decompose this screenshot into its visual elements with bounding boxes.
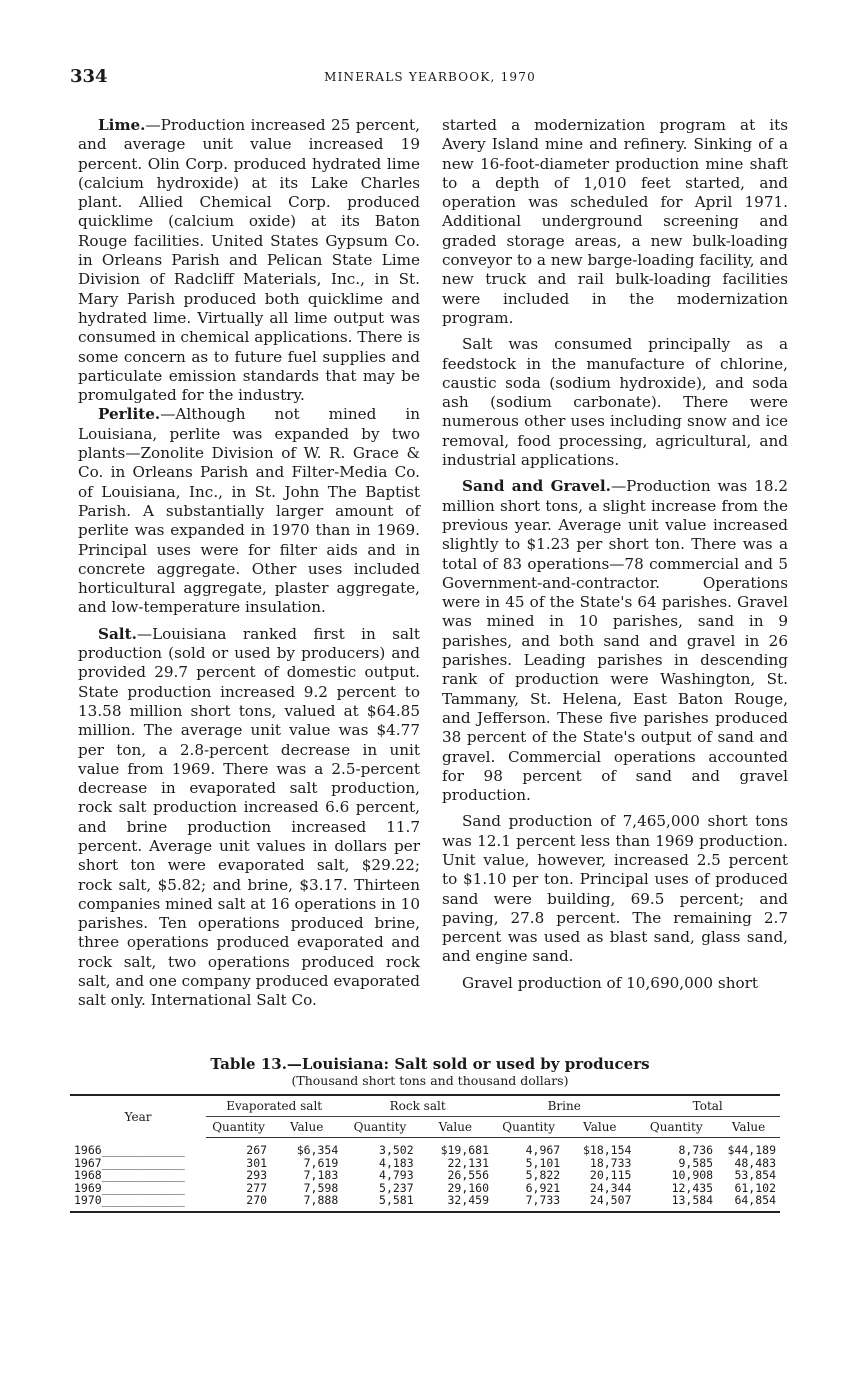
table-cell: 277 — [246, 1180, 268, 1195]
table-cell: 7,619 — [303, 1155, 339, 1170]
page-header — [70, 66, 790, 90]
table-row — [70, 1194, 780, 1212]
salt-heading: Salt. — [98, 624, 137, 643]
table-cell: $19,681 — [440, 1143, 490, 1157]
sub-header: Value — [418, 1117, 493, 1138]
sub-header: Quantity — [635, 1117, 717, 1138]
table-cell: 8,736 — [678, 1143, 714, 1157]
table-title: Table 13.—Louisiana: Salt sold or used by producers — [210, 1055, 650, 1073]
salt-table — [70, 1094, 780, 1213]
sub-header: Quantity — [493, 1117, 564, 1138]
group-header-rock: Rock salt — [342, 1095, 493, 1117]
sand-production-paragraph: Sand production of 7,465,000 short tons was 12.1 percent less than 1969 production. Unit value, however, increased 2.5 percent to $1.10 per ton. Principal uses of produced sand were building, 69.5 percent; and paving, 27.8 percent. The remaining 2.7 percent was used as blast sand, glass sand, and engine sand. — [442, 812, 788, 966]
table-cell: 4,967 — [525, 1143, 561, 1157]
table-cell: 5,822 — [525, 1168, 561, 1182]
table-cell: 20,115 — [589, 1168, 632, 1182]
table-cell: 53,854 — [734, 1168, 776, 1182]
table-cell: 5,237 — [379, 1180, 414, 1195]
table-cell: 6,921 — [525, 1180, 561, 1195]
sub-header: Quantity — [206, 1117, 271, 1138]
table-cell: 4,183 — [379, 1155, 414, 1170]
group-header-brine: Brine — [493, 1095, 635, 1117]
running-title: MINERALS YEARBOOK, 1970 — [324, 70, 536, 84]
table-row — [70, 1138, 780, 1157]
table-cell: 61,102 — [734, 1180, 776, 1195]
sub-header: Quantity — [342, 1117, 417, 1138]
table-cell: 24,344 — [589, 1180, 632, 1195]
sand-gravel-text: —Production was 18.2 million short tons, a slight increase from the previous year. Average unit value increased slightly to $1.23 per short ton. There was a total of 83 operations—78 commercial and 5 Government-and-contractor. Operations were in 45 of the State's 64 parishes. Gravel was mined in 10 parishes, sand in 9 parishes, and both sand and gravel in 26 parishes. Leading parishes in descending rank of production were Washington, St. Tammany, St. Helena, East Baton Rouge, and Jefferson. These five parishes produced 38 percent of the State's output of sand and gravel. Commercial operations accounted for 98 percent of sand and gravel production. — [442, 477, 788, 805]
salt-paragraph — [78, 625, 420, 1011]
table-cell: 10,908 — [671, 1168, 714, 1182]
table-cell: 267 — [246, 1143, 268, 1157]
sub-header: Value — [717, 1117, 780, 1138]
table-cell: 293 — [246, 1168, 268, 1182]
gravel-production-paragraph: Gravel production of 10,690,000 short — [462, 973, 759, 992]
group-header-evaporated: Evaporated salt — [206, 1095, 342, 1117]
table-group-header-row — [70, 1095, 780, 1117]
table-cell: 9,585 — [678, 1155, 714, 1170]
salt-text: —Louisiana ranked first in salt production (sold or used by producers) and provided 29.7 percent of domestic output. State production increased 9.2 percent to 13.58 million short tons, valued at $64.85 million. The average unit value was $4.77 per ton, a 2.8-percent decrease in unit value from 1969. There was a 2.5-percent decrease in evaporated salt production, rock salt production increased 6.6 percent, and brine production increased 11.7 percent. Average unit values in dollars per short ton were evaporated salt, $29.22; rock salt, $5.82; and brine, $3.17. Thirteen companies mined salt at 16 operations in 10 parishes. Ten operations produced brine, three operations produced evaporated and rock salt, two operations produced rock salt, and one company produced evaporated salt only. International Salt Co. — [78, 624, 420, 1010]
table-cell: 12,435 — [671, 1180, 714, 1195]
table-cell: 7,183 — [303, 1168, 339, 1182]
lime-heading: Lime. — [98, 116, 146, 134]
table-cell: 7,598 — [303, 1180, 339, 1195]
table-cell: $6,354 — [296, 1143, 339, 1157]
salt-continued-paragraph: started a modernization program at its Avery Island mine and refinery. Sinking of a new 16-foot-diameter production mine shaft to a depth of 1,010 feet started, and operation was scheduled for April 1971. Additional underground screening and graded storage areas, a new bulk-loading conveyor to a new barge-loading facility, and new truck and rail bulk-loading facilities were included in the modernization program. — [442, 116, 788, 327]
sub-header: Value — [564, 1117, 635, 1138]
table-cell: 3,502 — [379, 1143, 414, 1157]
year-cell: 1967____________ — [74, 1155, 185, 1170]
perlite-text: —Although not mined in Louisiana, perlite was expanded by two plants—Zonolite Division of W. R. Grace & Co. in Orleans Parish and Filter-Media Co. of Louisiana, Inc., in St. John The Baptist Parish. A substantially larger amount of perlite was expanded in 1970 than in 1969. Principal uses were for filter aids and in concrete aggregate. Other uses included horticultural aggregate, plaster aggregate, and low-temperature insulation. — [78, 405, 420, 617]
table-cell: 29,160 — [447, 1180, 490, 1195]
sand-gravel-heading: Sand and Gravel. — [462, 477, 611, 496]
table-cell: 24,507 — [564, 1194, 635, 1212]
table-row — [70, 1169, 780, 1182]
group-header-total: Total — [635, 1095, 780, 1117]
year-cell: 1970____________ — [70, 1194, 206, 1212]
year-cell: 1966____________ — [74, 1142, 185, 1157]
table-cell: 22,131 — [447, 1155, 490, 1170]
table-cell: 5,101 — [525, 1155, 561, 1170]
year-cell: 1969____________ — [74, 1180, 185, 1195]
salt-uses-paragraph: Salt was consumed principally as a feedstock in the manufacture of chlorine, caustic soda (sodium hydroxide), and soda ash (sodium carbonate). There were numerous other uses including snow and ice removal, food processing, agricultural, and industrial applications. — [442, 335, 788, 470]
sand-gravel-paragraph — [442, 477, 788, 805]
table-cell: 64,854 — [717, 1194, 780, 1212]
left-column — [78, 116, 420, 1011]
year-cell: 1968____________ — [74, 1168, 185, 1182]
table-cell: 5,581 — [342, 1194, 417, 1212]
page-number: 334 — [70, 66, 108, 87]
table-cell: 48,483 — [734, 1155, 776, 1170]
table-cell: 7,733 — [493, 1194, 564, 1212]
right-column — [442, 116, 788, 993]
table-cell: 18,733 — [589, 1155, 632, 1170]
table-cell: $44,189 — [727, 1143, 776, 1157]
table-cell: 13,584 — [635, 1194, 717, 1212]
perlite-heading: Perlite. — [98, 405, 161, 424]
table-cell: 4,793 — [379, 1168, 414, 1182]
table-cell: 301 — [246, 1155, 268, 1170]
perlite-paragraph — [78, 405, 420, 617]
lime-paragraph — [78, 116, 420, 405]
table-cell: $18,154 — [582, 1143, 632, 1157]
table-subtitle: (Thousand short tons and thousand dollars) — [291, 1073, 569, 1088]
table-cell: 26,556 — [447, 1168, 490, 1182]
year-header: Year — [70, 1095, 206, 1138]
table-cell: 7,888 — [271, 1194, 342, 1212]
lime-text: —Production increased 25 percent, and average unit value increased 19 percent. Olin Corp. produced hydrated lime (calcium hydroxide) at its Lake Charles plant. Allied Chemical Corp. produced quicklime (calcium oxide) at its Baton Rouge facilities. United States Gypsum Co. in Orleans Parish and Pelican State Lime Division of Radcliff Materials, Inc., in St. Mary Parish produced both quicklime and hydrated lime. Virtually all lime output was consumed in chemical applications. There is some concern as to future fuel supplies and particulate emission standards that may be promulgated for the industry. — [78, 116, 420, 405]
sub-header: Value — [271, 1117, 342, 1138]
table-cell: 32,459 — [418, 1194, 493, 1212]
table-cell: 270 — [206, 1194, 271, 1212]
